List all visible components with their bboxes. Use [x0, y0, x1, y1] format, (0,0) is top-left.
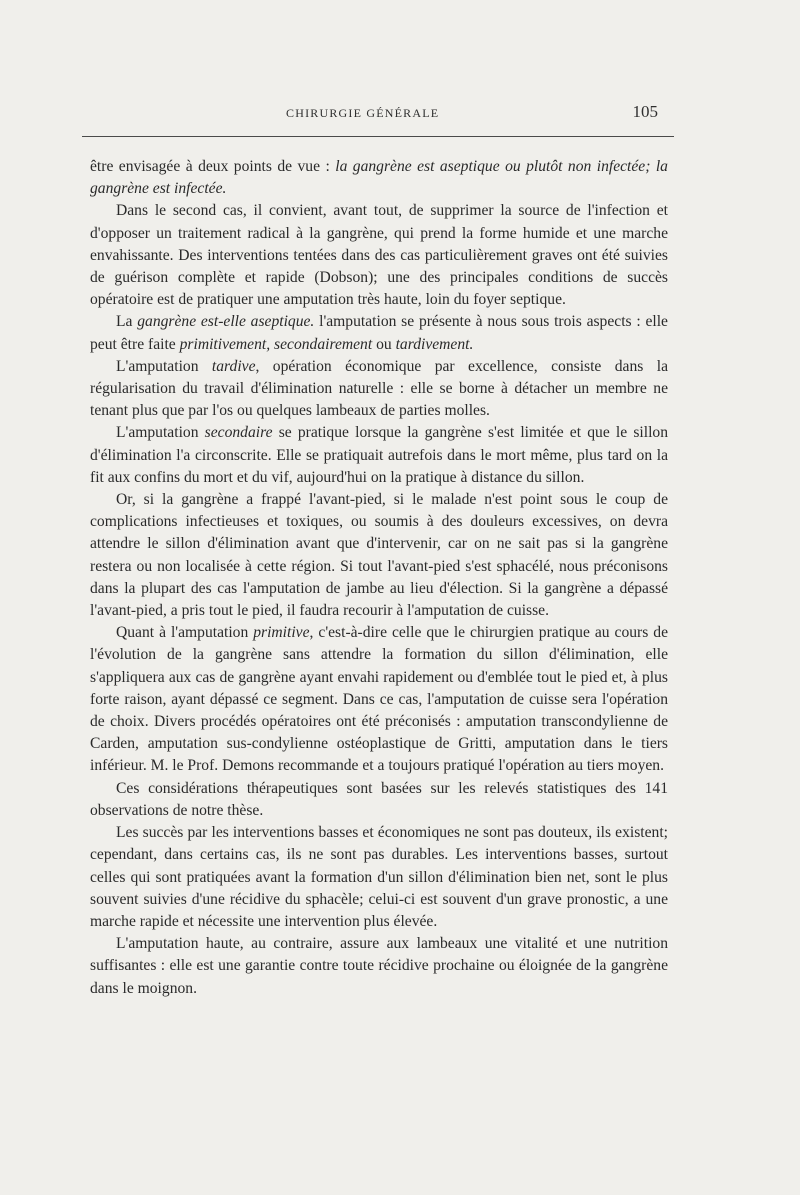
running-title: CHIRURGIE GÉNÉRALE [286, 106, 440, 120]
italic-run: gangrène est-elle aseptique. [137, 313, 315, 331]
text-run: L'amputation [116, 424, 205, 442]
paragraph [90, 778, 668, 822]
paragraph [90, 356, 668, 423]
italic-run: secondaire [204, 424, 273, 442]
text-run: Dans le second cas, il convient, avant tout, de supprimer la source de l'infection et d'opposer un traitement radical à la gangrène, qui prend la forme humide et une marche envahissante. Des interventions tentées dans des cas particulièrement graves ont été suivies de guérison complète et rapide (Dobson); une des principales conditions de succès opératoire est de pratiquer une amputation très haute, loin du foyer septique. [90, 202, 668, 309]
paragraph [90, 822, 668, 933]
text-run: se pratique lorsque la gangrène s'est limitée et que le sillon d'élimination l'a circonscrite. Elle se pratiquait autrefois dans le mort même, plus tard on la fit aux confins du mort et du vif, aujourd'hui on la pratique à distance du sillon. [90, 424, 669, 486]
text-run: Or, si la gangrène a frappé l'avant-pied, si le malade n'est point sous le coup de complications infectieuses et toxiques, ou soumis à des douleurs excessives, on devra attendre le sillon d'élimination avant que d'intervenir, car on ne sait pas si la gangrène restera ou non localisée à cette région. Si tout l'avant-pied s'est sphacélé, nous préconisons dans la plupart des cas l'amputation de jambe au lieu d'élection. Si la gangrène a dépassé l'avant-pied, a pris tout le pied, il faudra recourir à l'amputation de cuisse. [90, 491, 668, 620]
text-run: être envisagée à deux points de vue : [90, 158, 336, 175]
text-run: ou [372, 335, 396, 353]
page-header [88, 102, 670, 126]
paragraph [90, 933, 668, 1000]
paragraph [90, 200, 668, 311]
text-run: Ces considérations thérapeutiques sont basées sur les relevés statistiques des 141 observations de notre thèse. [90, 779, 668, 819]
italic-run: primitive [253, 624, 310, 642]
italic-run: tardivement. [395, 335, 474, 353]
paragraph [90, 422, 668, 489]
text-run: Quant à l'amputation [116, 624, 254, 642]
text-run: , c'est-à-dire celle que le chirurgien pratique au cours de l'évolution de la gangrène sans attendre la formation du sillon d'élimination, elle s'appliquera aux cas de gangrène ayant envahi rapidement ou d'emblée tout le pied et, à plus forte raison, ayant dépassé ce segment. Dans ce cas, l'amputation de cuisse sera l'opération de choix. Divers procédés opératoires ont été préconisés : amputation transcondylienne de Carden, amputation sus-condylienne ostéoplastique de Gritti, amputation dans le tiers inférieur. M. le Prof. Demons recommande et a toujours pratiqué l'opération au tiers moyen. [90, 624, 668, 775]
paragraph [90, 156, 668, 200]
text-run: Les succès par les interventions basses et économiques ne sont pas douteux, ils existent; cependant, dans certains cas, ils ne sont pas durables. Les interventions basses, surtout celles qui sont pratiquées avant la formation d'un sillon d'élimination bien net, sont le plus souvent suivies d'une récidive du sphacèle; celui-ci est souvent d'un grave pronostic, a une marche rapide et nécessite une intervention plus élevée. [90, 824, 668, 930]
paragraph [90, 311, 668, 355]
text-run: l'amputation se présente à nous sous trois aspects : elle peut être faite [90, 313, 668, 353]
paragraph [90, 489, 668, 622]
header-rule [82, 136, 674, 137]
italic-run: primitivement, secondairement [179, 335, 373, 353]
italic-run: la gangrène est aseptique ou plutôt non infectée; la gangrène est infectée. [90, 158, 668, 198]
page-number: 105 [632, 102, 658, 121]
text-run: , opération économique par excellence, consiste dans la régularisation du travail d'élimination naturelle : elle se borne à détacher un membre ne tenant plus que par l'os ou quelques lambeaux de parties molles. [90, 357, 668, 420]
italic-run: tardive [211, 357, 256, 375]
text-run: L'amputation [116, 357, 212, 375]
text-run: La [116, 313, 138, 331]
body-text [90, 156, 668, 1000]
paragraph [90, 622, 668, 777]
text-run: L'amputation haute, au contraire, assure aux lambeaux une vitalité et une nutrition suffisantes : elle est une garantie contre toute récidive prochaine ou éloignée de la gangrène dans le moignon. [90, 935, 668, 997]
